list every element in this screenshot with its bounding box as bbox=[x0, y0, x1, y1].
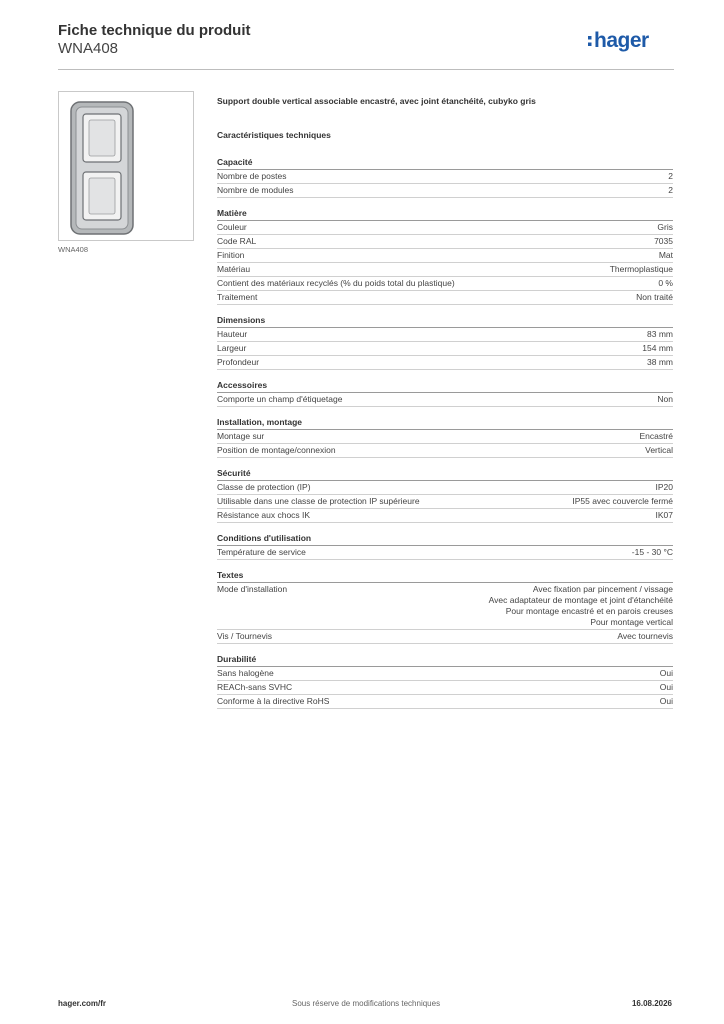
spec-value: Vertical bbox=[645, 445, 673, 455]
spec-row bbox=[217, 630, 673, 644]
spec-row bbox=[217, 291, 673, 305]
header-divider bbox=[58, 69, 674, 70]
spec-value: 7035 bbox=[654, 236, 673, 246]
spec-value: Avec fixation par pincement / vissage Avec adaptateur de montage et joint d'étanchéité Pour montage encastré et en parois creuses Pour montage vertical bbox=[488, 584, 673, 627]
section-title: Installation, montage bbox=[217, 416, 673, 430]
spec-sections bbox=[217, 156, 673, 709]
spec-label: Largeur bbox=[217, 343, 247, 353]
spec-section bbox=[217, 569, 673, 644]
spec-section bbox=[217, 467, 673, 523]
spec-value: 38 mm bbox=[647, 357, 673, 367]
product-description: Support double vertical associable encastré, avec joint étanchéité, cubyko gris bbox=[217, 96, 536, 106]
spec-value: Non bbox=[657, 394, 673, 404]
spec-label: Sans halogène bbox=[217, 668, 274, 678]
footer-date: 16.08.2026 bbox=[631, 999, 672, 1008]
spec-value: 83 mm bbox=[647, 329, 673, 339]
spec-section bbox=[217, 379, 673, 407]
spec-row bbox=[217, 342, 673, 356]
spec-section bbox=[217, 207, 673, 305]
spec-value: 154 mm bbox=[642, 343, 673, 353]
spec-row bbox=[217, 509, 673, 523]
image-caption: WNA408 bbox=[58, 245, 89, 254]
spec-label: Mode d'installation bbox=[217, 584, 288, 594]
section-title: Capacité bbox=[217, 156, 673, 170]
spec-section bbox=[217, 653, 673, 709]
spec-row bbox=[217, 681, 673, 695]
hager-logo-text: hager bbox=[594, 29, 649, 52]
page-title: Fiche technique du produit bbox=[58, 22, 251, 39]
section-title: Textes bbox=[217, 569, 673, 583]
spec-row bbox=[217, 170, 673, 184]
spec-label: Matériau bbox=[217, 264, 251, 274]
spec-value: Thermoplastique bbox=[609, 264, 673, 274]
spec-row bbox=[217, 184, 673, 198]
spec-row bbox=[217, 444, 673, 458]
spec-value: IP20 bbox=[655, 482, 673, 492]
spec-value: Avec tournevis bbox=[617, 631, 673, 641]
spec-value: -15 - 30 °C bbox=[631, 547, 673, 557]
section-title: Dimensions bbox=[217, 314, 673, 328]
spec-value: IK07 bbox=[655, 510, 673, 520]
spec-row bbox=[217, 356, 673, 370]
spec-value: Oui bbox=[659, 682, 673, 692]
spec-label: Montage sur bbox=[217, 431, 265, 441]
spec-row bbox=[217, 277, 673, 291]
section-title: Conditions d'utilisation bbox=[217, 532, 673, 546]
spec-label: Conforme à la directive RoHS bbox=[217, 696, 330, 706]
spec-label: Température de service bbox=[217, 547, 306, 557]
spec-row bbox=[217, 430, 673, 444]
spec-label: Nombre de modules bbox=[217, 185, 294, 195]
spec-label: Traitement bbox=[217, 292, 258, 302]
spec-label: Code RAL bbox=[217, 236, 257, 246]
spec-label: Comporte un champ d'étiquetage bbox=[217, 394, 343, 404]
spec-label: Vis / Tournevis bbox=[217, 631, 272, 641]
spec-label: Résistance aux chocs IK bbox=[217, 510, 311, 520]
spec-value: Gris bbox=[657, 222, 673, 232]
spec-value: IP55 avec couvercle fermé bbox=[572, 496, 673, 506]
double-support-illustration bbox=[59, 92, 193, 240]
spec-row bbox=[217, 495, 673, 509]
spec-value: 0 % bbox=[658, 278, 673, 288]
spec-label: Contient des matériaux recyclés (% du poids total du plastique) bbox=[217, 278, 455, 288]
spec-label: Nombre de postes bbox=[217, 171, 287, 181]
spec-value: Oui bbox=[659, 696, 673, 706]
page-header bbox=[58, 22, 674, 70]
spec-value: Encastré bbox=[639, 431, 673, 441]
section-title: Sécurité bbox=[217, 467, 673, 481]
spec-label: Finition bbox=[217, 250, 245, 260]
spec-row bbox=[217, 328, 673, 342]
spec-label: Hauteur bbox=[217, 329, 248, 339]
footer-notice: Sous réserve de modifications techniques bbox=[292, 999, 441, 1008]
spec-label: REACh-sans SVHC bbox=[217, 682, 293, 692]
spec-row bbox=[217, 481, 673, 495]
spec-row bbox=[217, 221, 673, 235]
section-title: Matière bbox=[217, 207, 673, 221]
technical-characteristics-heading: Caractéristiques techniques bbox=[217, 130, 331, 140]
section-title: Durabilité bbox=[217, 653, 673, 667]
hager-logo bbox=[586, 28, 672, 54]
product-image bbox=[58, 91, 194, 241]
spec-label: Couleur bbox=[217, 222, 247, 232]
spec-value: Mat bbox=[658, 250, 673, 260]
spec-value: 2 bbox=[668, 185, 673, 195]
spec-row bbox=[217, 393, 673, 407]
spec-section bbox=[217, 314, 673, 370]
spec-section bbox=[217, 156, 673, 198]
spec-row bbox=[217, 235, 673, 249]
spec-section bbox=[217, 532, 673, 560]
spec-label: Position de montage/connexion bbox=[217, 445, 336, 455]
product-reference: WNA408 bbox=[58, 40, 119, 57]
spec-label: Utilisable dans une classe de protection IP supérieure bbox=[217, 496, 420, 506]
spec-row bbox=[217, 263, 673, 277]
spec-value: Oui bbox=[659, 668, 673, 678]
footer-website: hager.com/fr bbox=[58, 999, 107, 1008]
section-title: Accessoires bbox=[217, 379, 673, 393]
spec-row bbox=[217, 667, 673, 681]
product-details bbox=[217, 96, 673, 718]
spec-row bbox=[217, 695, 673, 709]
spec-section bbox=[217, 416, 673, 458]
spec-label: Classe de protection (IP) bbox=[217, 482, 311, 492]
spec-row bbox=[217, 546, 673, 560]
spec-value: Non traité bbox=[636, 292, 673, 302]
spec-row bbox=[217, 249, 673, 263]
spec-row bbox=[217, 583, 673, 630]
spec-label: Profondeur bbox=[217, 357, 260, 367]
spec-value: 2 bbox=[668, 171, 673, 181]
